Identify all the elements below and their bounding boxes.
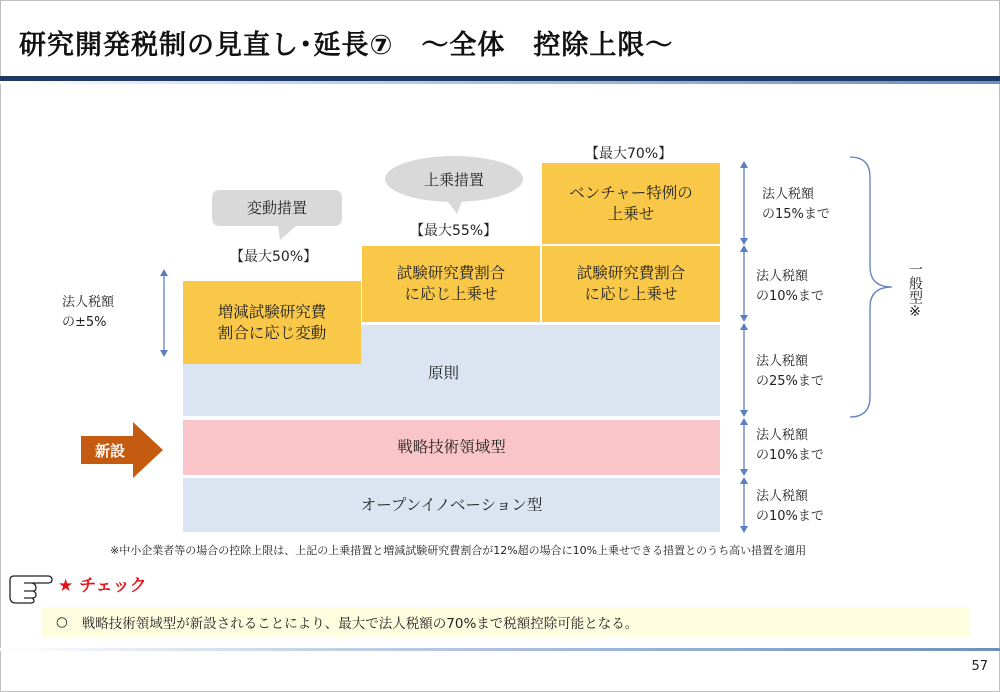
rate-upper-label-1: 試験研究費割合 に応じ上乗せ [396, 264, 506, 303]
double-arrow-icon [739, 245, 749, 322]
principle-label: 原則 [427, 364, 459, 383]
brace-icon [848, 155, 898, 420]
venture-label: ベンチャー特例の 上乗せ [569, 183, 693, 223]
left-range-label: 法人税額 の±5% [62, 295, 115, 331]
strategic-block [183, 420, 720, 475]
page-number: 57 [971, 659, 988, 674]
note-box [42, 607, 970, 637]
hand-icon [6, 570, 56, 604]
right-arrow-1 [739, 161, 749, 245]
new-label: 新設 [95, 442, 126, 460]
principle-block-left [183, 366, 361, 416]
title-rule-gradient [0, 81, 1000, 84]
open-innovation-label: オープンイノベーション型 [360, 495, 543, 514]
page-title: 研究開発税制の見直し･延長⑦ ～全体 控除上限～ [19, 30, 674, 61]
rate-upper-block-2 [542, 246, 720, 322]
right-label-4: 法人税額 の10%まで [756, 428, 824, 464]
bubble-upper [385, 156, 523, 202]
venture-block [542, 163, 720, 244]
double-arrow-icon [739, 477, 749, 533]
check-label: ★ チェック [58, 576, 147, 596]
max50-label: 【最大50%】 [230, 249, 318, 265]
bottom-rule [0, 648, 1000, 651]
right-label-3: 法人税額 の25%まで [756, 354, 824, 390]
right-arrow-3 [739, 323, 749, 417]
rate-upper-label-2: 試験研究費割合 に応じ上乗せ [576, 264, 686, 303]
left-range-arrow [159, 269, 169, 357]
right-label-5: 法人税額 の10%まで [756, 489, 824, 525]
general-type-label: 一般型※ [907, 262, 923, 320]
double-arrow-icon [159, 269, 169, 357]
open-innovation-block [183, 478, 720, 532]
new-arrow [81, 422, 163, 478]
note-marker: ○ [56, 614, 68, 630]
variable-block [183, 281, 361, 364]
rate-upper-block-1 [362, 246, 540, 322]
right-label-2: 法人税額 の10%まで [756, 269, 824, 305]
right-label-1: 法人税額 の15%まで [762, 187, 830, 223]
double-arrow-icon [739, 418, 749, 476]
pointing-hand-icon [6, 570, 56, 608]
right-arrow-4 [739, 418, 749, 476]
footnote: ※中小企業者等の場合の控除上限は、上記の上乗措置と増減試験研究費割合が12%超の場合に10%上乗せできる措置とのうち高い措置を適用 [110, 544, 807, 557]
bubble-variable-label: 変動措置 [246, 198, 307, 217]
bubble-upper-label: 上乗措置 [423, 170, 484, 189]
right-arrow-2 [739, 245, 749, 322]
max70-label: 【最大70%】 [585, 146, 673, 162]
note-text: 戦略技術領域型が新設されることにより、最大で法人税額の70%まで税額控除可能となる。 [81, 616, 639, 632]
double-arrow-icon [739, 323, 749, 417]
bubble-variable [212, 190, 342, 234]
variable-label: 増減試験研究費 割合に応じ変動 [217, 302, 327, 342]
max55-label: 【最大55%】 [410, 223, 498, 239]
strategic-label: 戦略技術領域型 [397, 438, 506, 457]
general-brace [848, 155, 898, 424]
title-bar [1, 1, 999, 75]
double-arrow-icon [739, 161, 749, 245]
right-arrow-5 [739, 477, 749, 533]
